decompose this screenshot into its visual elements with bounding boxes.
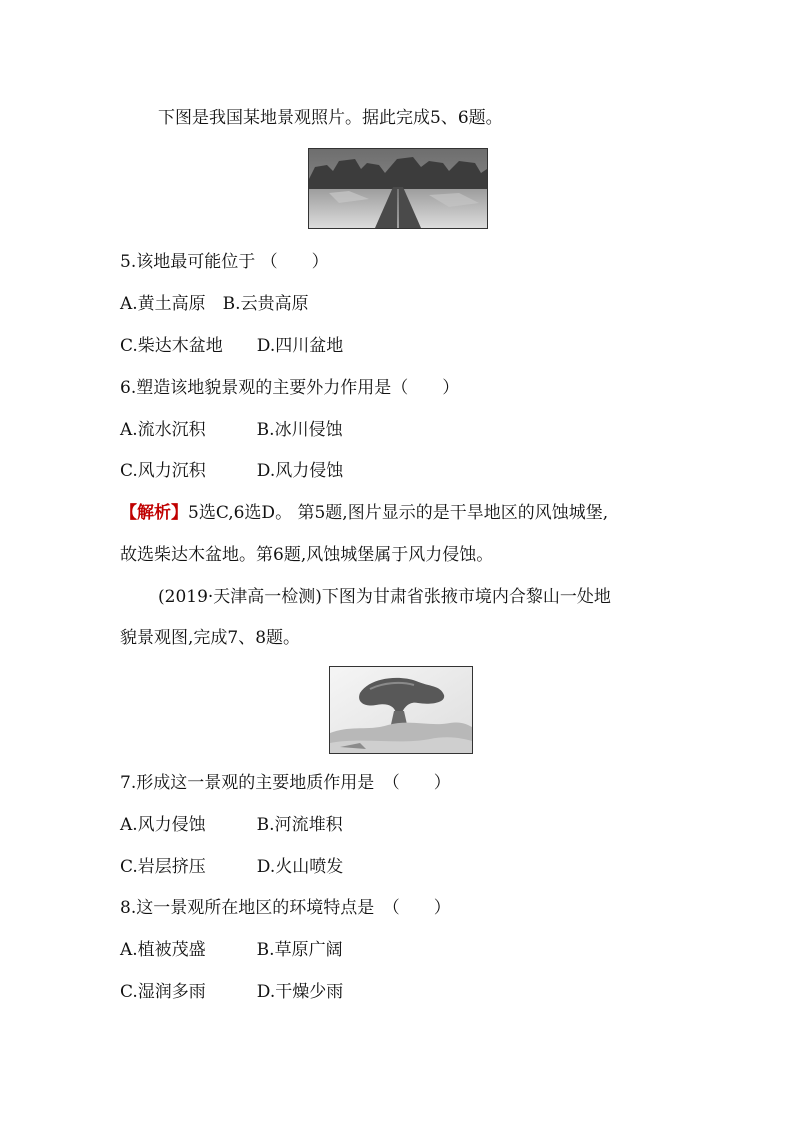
question-8-option-ab: A.植被茂盛 B.草原广阔 (120, 940, 343, 960)
question-7-option-ab: A.风力侵蚀 B.河流堆积 (120, 815, 343, 835)
landscape-photo-mushroom-rock (329, 666, 473, 754)
analysis-line-1 (120, 503, 608, 523)
question-5-stem: 5.该地最可能位于 （ ） (120, 252, 329, 272)
question-6-option-cd: C.风力沉积 D.风力侵蚀 (120, 461, 344, 481)
intro-text-2-line-1: (2019·天津高一检测)下图为甘肃省张掖市境内合黎山一处地 (158, 587, 611, 607)
question-6-stem: 6.塑造该地貌景观的主要外力作用是（ ） (120, 378, 460, 398)
analysis-text-1: 5选C,6选D。 第5题,图片显示的是干旱地区的风蚀城堡, (188, 503, 609, 523)
question-8-stem: 8.这一景观所在地区的环境特点是 （ ） (120, 898, 451, 918)
question-7-option-cd: C.岩层挤压 D.火山喷发 (120, 857, 344, 877)
question-5-option-ab: A.黄土高原 B.云贵高原 (120, 294, 309, 314)
question-8-option-cd: C.湿润多雨 D.干燥少雨 (120, 982, 344, 1002)
analysis-tag: 【解析】 (120, 503, 188, 523)
landscape-photo-road (308, 148, 488, 229)
question-5-option-cd: C.柴达木盆地 D.四川盆地 (120, 336, 344, 356)
intro-text-1: 下图是我国某地景观照片。据此完成5、6题。 (158, 108, 503, 128)
question-6-option-ab: A.流水沉积 B.冰川侵蚀 (120, 420, 343, 440)
analysis-text-2: 故选柴达木盆地。第6题,风蚀城堡属于风力侵蚀。 (120, 545, 494, 565)
intro-text-2-line-2: 貌景观图,完成7、8题。 (120, 628, 301, 648)
question-7-stem: 7.形成这一景观的主要地质作用是 （ ） (120, 773, 451, 793)
